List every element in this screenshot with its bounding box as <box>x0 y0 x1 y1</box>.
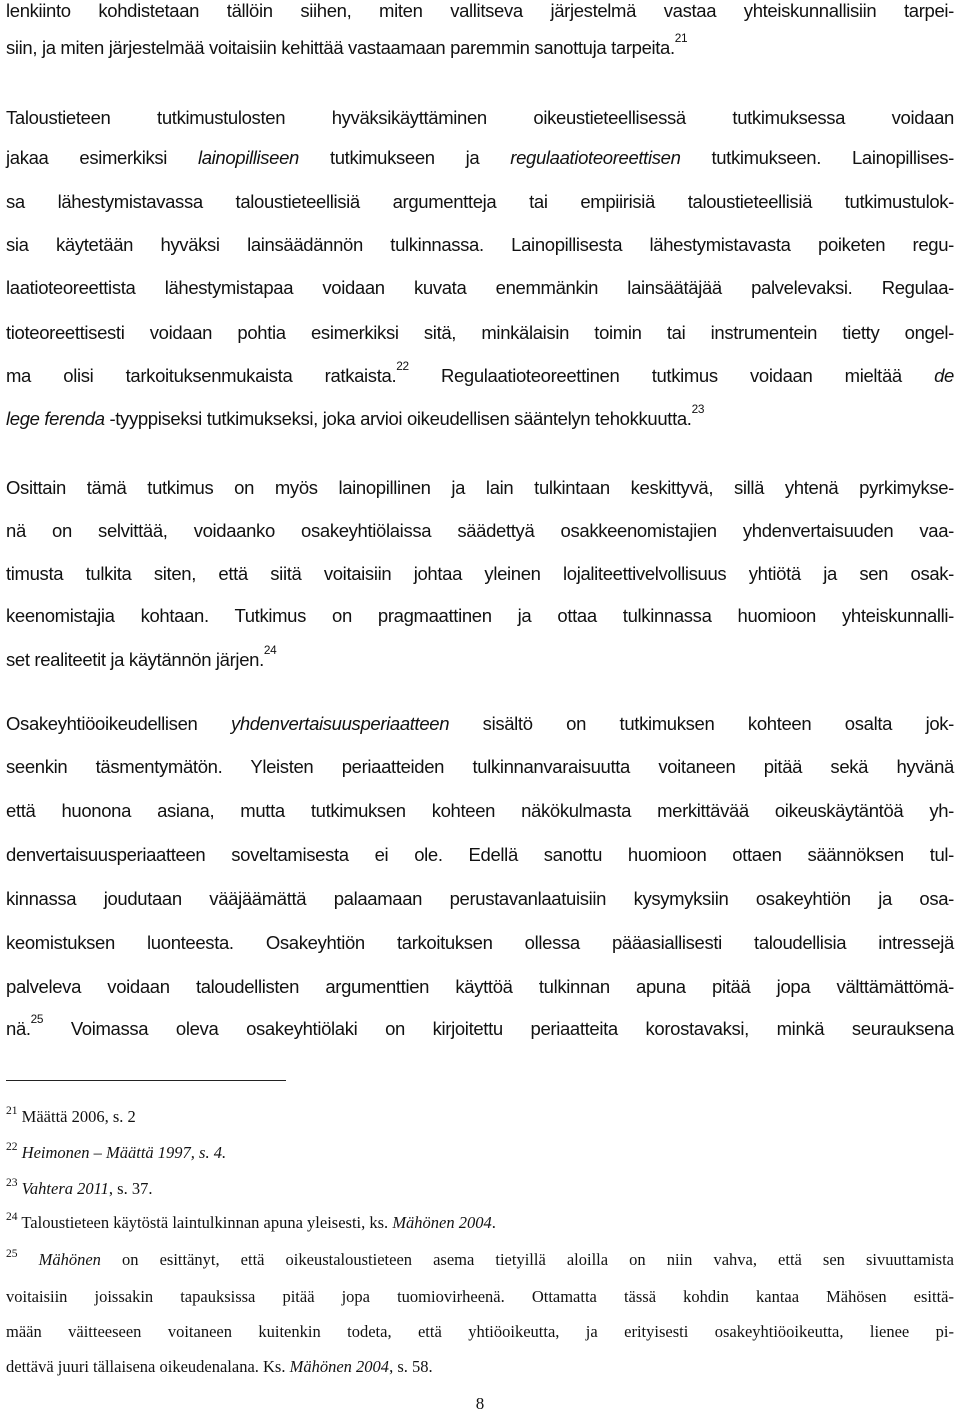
footnote-ref-23[interactable]: 23 <box>691 402 705 416</box>
paragraph-3-line-4: keenomistajia kohtaan. Tutkimus on pragmaattinen ja ottaa tulkinnassa huomioon yhteiskunnalli- <box>6 605 954 626</box>
paragraph-2-line-8: lege ferenda -tyyppiseksi tutkimukseksi, joka arvioi oikeudellisen sääntelyn tehokkuutta.$^{23}$ <box>6 402 705 429</box>
paragraph-1-line-2: siin, ja miten järjestelmää voitaisiin kehittää vastaamaan paremmin sanottuja tarpeita.$^{21}$ <box>6 31 688 58</box>
footnote-ref-25[interactable]: 25 <box>30 1012 44 1026</box>
paragraph-2-line-5: laatioteoreettista lähestymistapaa voidaan kuvata enemmänkin lainsäätäjää palvelevaksi. Regulaa- <box>6 277 954 298</box>
paragraph-4-line-2: seenkin täsmentymätön. Yleisten periaatteiden tulkinnanvaraisuutta voitaneen pitää sekä hyvänä <box>6 756 954 777</box>
paragraph-4-line-5: kinnassa joudutaan vääjäämättä palaamaan perustavanlaatuisiin kysymyksiin osakeyhtiön ja osa- <box>6 888 954 909</box>
footnote-22: $^{22}$ Heimonen – Määttä 1997, s. 4. <box>6 1141 227 1162</box>
footnote-23: $^{23}$ Vahtera 2011, s. 37. <box>6 1177 153 1198</box>
footnote-25-line-2: voitaisiin joissakin tapauksissa pitää jopa tuomiovirheenä. Ottamatta tässä kohdin kantaa Mähösen esittä- <box>6 1287 954 1306</box>
footnote-ref-21[interactable]: 21 <box>674 31 688 45</box>
footnote-separator <box>6 1080 286 1081</box>
paragraph-4-line-1: Osakeyhtiöoikeudellisen yhdenvertaisuusperiaatteen sisältö on tutkimuksen kohteen osalta jok- <box>6 713 954 734</box>
footnote-25-line-1: $^{25}$ Mähönen on esittänyt, että oikeustaloustieteen asema tietyillä aloilla on niin vahva, että sen sivuuttamista <box>6 1248 954 1269</box>
paragraph-2-line-7: ma olisi tarkoituksenmukaista ratkaista.$^{22}$ Regulaatioteoreettinen tutkimus voidaan mieltää de <box>6 359 954 386</box>
page-number: 8 <box>475 1394 485 1413</box>
paragraph-2-line-2: jakaa esimerkiksi lainopilliseen tutkimukseen ja regulaatioteoreettisen tutkimukseen. Lainopillises- <box>6 147 954 168</box>
paragraph-2-line-6: tioteoreettisesti voidaan pohtia esimerkiksi sitä, minkälaisin toimin tai instrumentein tietty ongel- <box>6 322 954 343</box>
footnote-24: $^{24}$ Taloustieteen käytöstä laintulkinnan apuna yleisesti, ks. Mähönen 2004. <box>6 1211 496 1232</box>
paragraph-4-line-6: keomistuksen luonteesta. Osakeyhtiön tarkoituksen ollessa pääasiallisesti taloudellisia intressejä <box>6 932 954 953</box>
footnote-25-line-4: dettävä juuri tällaisena oikeudenalana. Ks. Mähönen 2004, s. 58. <box>6 1357 433 1376</box>
footnote-25-line-3: mään väitteeseen voitaneen kuitenkin todeta, että yhtiöoikeutta, ja erityisesti osakeyhtiöoikeutta, lienee pi- <box>6 1322 954 1341</box>
paragraph-3-line-3: timusta tulkita siten, että siitä voitaisiin johtaa yleinen lojaliteettivelvollisuus yhtiötä ja sen osak- <box>6 563 954 584</box>
paragraph-2-line-1: Taloustieteen tutkimustulosten hyväksikäyttäminen oikeustieteellisessä tutkimuksessa voidaan <box>6 107 954 128</box>
paragraph-2-line-3: sa lähestymistavassa taloustieteellisiä argumentteja tai empiirisiä taloustieteellisiä tutkimustulok- <box>6 191 954 212</box>
footnote-ref-22[interactable]: 22 <box>396 359 409 373</box>
paragraph-2-line-4: sia käytetään hyväksi lainsäädännön tulkinnassa. Lainopillisesta lähestymistavasta poiketen regu- <box>6 234 954 255</box>
paragraph-3-line-1: Osittain tämä tutkimus on myös lainopillinen ja lain tulkintaan keskittyvä, sillä yhtenä pyrkimykse- <box>6 477 954 498</box>
paragraph-4-line-7: palveleva voidaan taloudellisten argumenttien käyttöä tulkinnan apuna pitää jopa välttämättömä- <box>6 976 954 997</box>
paragraph-4-line-4: denvertaisuusperiaatteen soveltamisesta ei ole. Edellä sanottu huomioon ottaen säännöksen tul- <box>6 844 954 865</box>
paragraph-3-line-5: set realiteetit ja käytännön järjen.$^{24}$ <box>6 643 277 670</box>
footnote-ref-24[interactable]: 24 <box>263 643 277 657</box>
footnote-21: $^{21}$ Määttä 2006, s. 2 <box>6 1105 136 1126</box>
paragraph-4-line-8: nä.$^{25}$ Voimassa oleva osakeyhtiölaki on kirjoitettu periaatteita korostavaksi, minkä seurauksena <box>6 1012 954 1039</box>
paragraph-1-line-1: lenkiinto kohdistetaan tällöin siihen, miten vallitseva järjestelmä vastaa yhteiskunnallisiin tarpei- <box>6 0 954 21</box>
paragraph-3-line-2: nä on selvittää, voidaanko osakeyhtiölaissa säädettyä osakkeenomistajien yhdenvertaisuuden vaa- <box>6 520 954 541</box>
paragraph-4-line-3: että huonona asiana, mutta tutkimuksen kohteen näkökulmasta merkittävää oikeuskäytäntöä yh- <box>6 800 954 821</box>
